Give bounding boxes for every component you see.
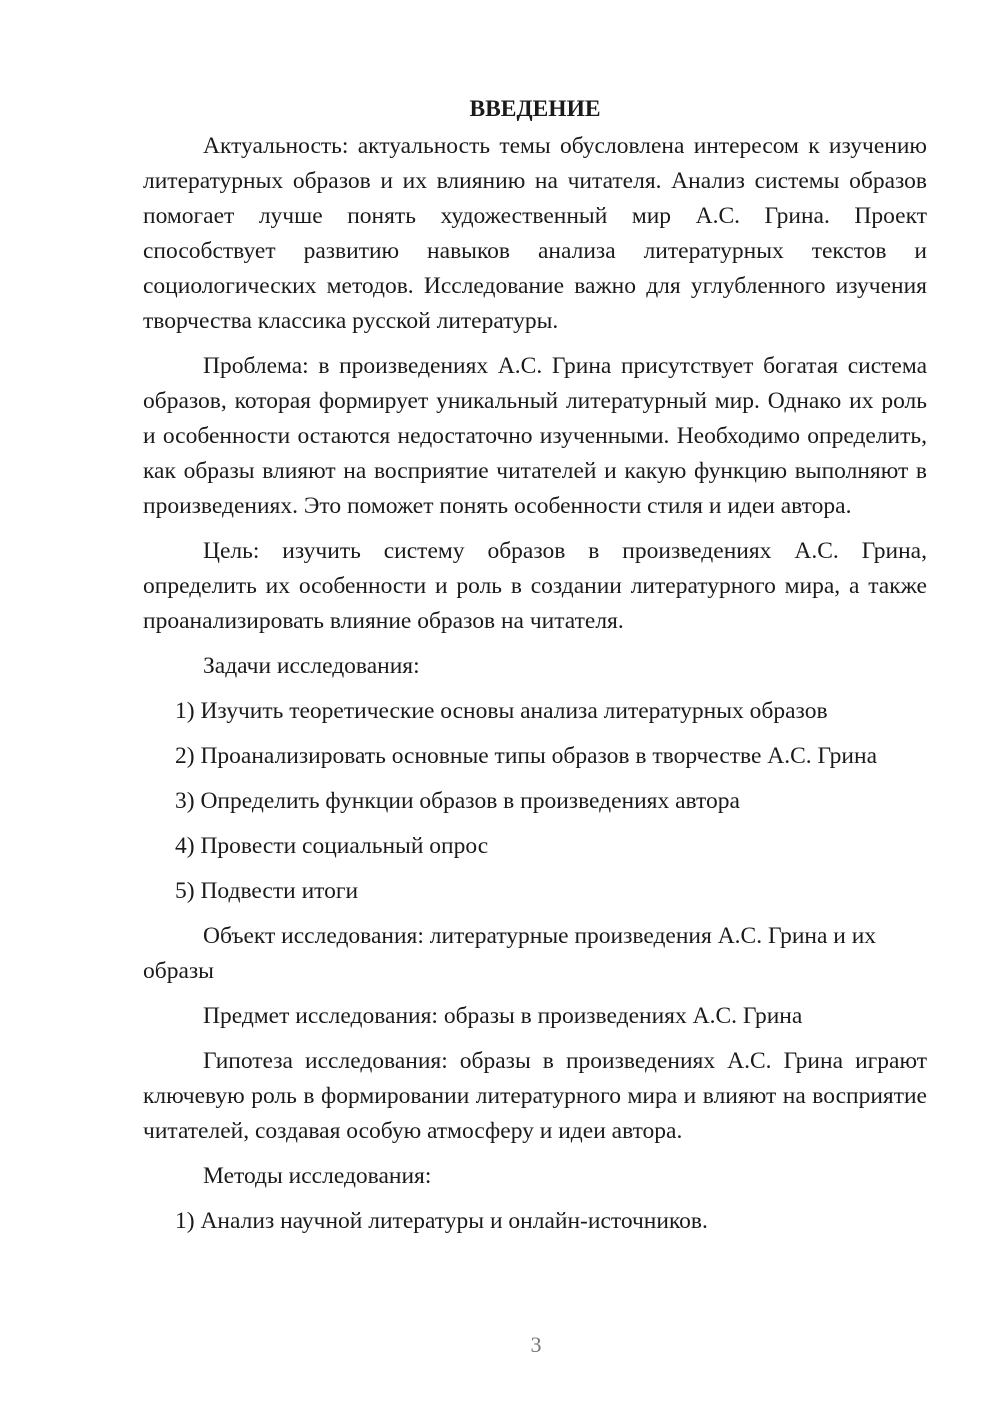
subject-paragraph: Предмет исследования: образы в произведениях А.С. Грина xyxy=(203,1003,803,1029)
list-item: 1) Изучить теоретические основы анализа литературных образов xyxy=(175,698,828,724)
methods-list xyxy=(143,1204,927,1239)
methods-heading: Методы исследования: xyxy=(203,1163,432,1189)
relevance-paragraph: Актуальность: актуальность темы обусловлена интересом к изучению литературных образов и их влиянию на читателя. Анализ системы образов помогает лучше понять художественный мир А.С. Грина. Проект способствует развитию навыков анализа литературных текстов и социологических методов. Исследование важно для углубленного изучения творчества классика русской литературы. xyxy=(143,133,927,334)
page-number: 3 xyxy=(530,1332,542,1357)
document-page xyxy=(143,92,927,1249)
tasks-heading: Задачи исследования: xyxy=(203,653,420,679)
problem-paragraph: Проблема: в произведениях А.С. Грина присутствует богатая система образов, которая формирует уникальный литературный мир. Однако их роль и особенности остаются недостаточно изученными. Необходимо определить, как образы влияют на восприятие читателей и какую функцию выполняют в произведениях. Это поможет понять особенности стиля и идеи автора. xyxy=(143,353,927,519)
list-item: 5) Подвести итоги xyxy=(175,878,359,904)
list-item: 1) Анализ научной литературы и онлайн-источников. xyxy=(175,1208,708,1234)
hypothesis-paragraph: Гипотеза исследования: образы в произведениях А.С. Грина играют ключевую роль в формировании литературного мира и влияют на восприятие читателей, создавая особую атмосферу и идеи автора. xyxy=(143,1048,927,1144)
goal-paragraph: Цель: изучить систему образов в произведениях А.С. Грина, определить их особенности и роль в создании литературного мира, а также проанализировать влияние образов на читателя. xyxy=(143,538,927,634)
list-item: 2) Проанализировать основные типы образов в творчестве А.С. Грина xyxy=(175,743,877,769)
object-paragraph: Объект исследования: литературные произведения А.С. Грина и их образы xyxy=(143,923,877,984)
page-title: ВВЕДЕНИЕ xyxy=(469,96,601,122)
list-item: 4) Провести социальный опрос xyxy=(175,833,489,859)
list-item: 3) Определить функции образов в произведениях автора xyxy=(175,788,740,814)
tasks-list xyxy=(143,694,927,909)
